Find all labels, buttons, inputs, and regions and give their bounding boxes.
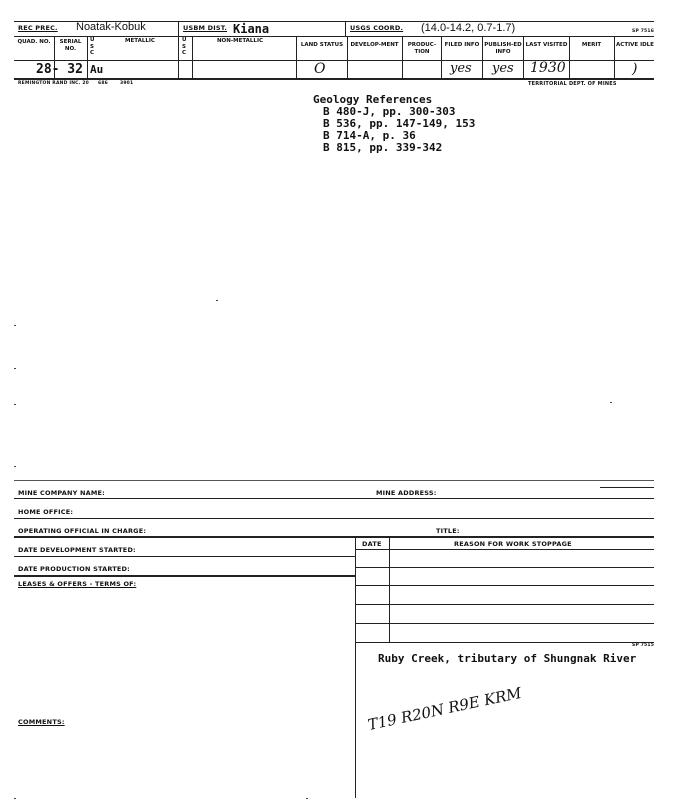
usbm-dist-value: Kiana bbox=[233, 22, 270, 36]
col-filed-info: FILED INFO bbox=[444, 42, 480, 48]
quad-serial-value: 28- 32 bbox=[36, 62, 83, 77]
form-number-bottom: SP 7515 bbox=[632, 643, 655, 648]
usbm-dist-label: USBM DIST. bbox=[183, 24, 228, 32]
published-info-value: yes bbox=[492, 61, 514, 76]
col-merit: MERIT bbox=[581, 42, 602, 48]
reference-item: B 536, pp. 147-149, 153 bbox=[323, 117, 476, 130]
mine-company-name-label: MINE COMPANY NAME: bbox=[18, 489, 105, 497]
date-production-started-label: DATE PRODUCTION STARTED: bbox=[18, 565, 130, 573]
metallic-value: Au bbox=[90, 63, 104, 76]
rec-prec-value: Noatak-Kobuk bbox=[76, 21, 146, 33]
usgs-coord-value: (14.0-14.2, 0.7-1.7) bbox=[421, 22, 516, 34]
filed-info-value: yes bbox=[450, 61, 472, 76]
col-nonmetallic: NON-METALLIC bbox=[216, 38, 264, 44]
rec-prec-label: REC PREC. bbox=[18, 24, 58, 32]
date-development-started-label: DATE DEVELOPMENT STARTED: bbox=[18, 546, 136, 554]
col-published-info: PUBLISH-ED INFO bbox=[484, 42, 522, 55]
form-number-top: SP 7516 bbox=[632, 29, 655, 34]
handwritten-location: T19 R20N R9E KRM bbox=[366, 683, 524, 734]
reference-item: B 480-J, pp. 300-303 bbox=[323, 105, 456, 118]
leases-offers-label: LEASES & OFFERS - TERMS OF: bbox=[18, 580, 137, 588]
reference-item: B 815, pp. 339-342 bbox=[323, 141, 443, 154]
active-idle-value: ) bbox=[632, 61, 638, 77]
col-metallic: METALLIC bbox=[125, 38, 155, 44]
comments-label: COMMENTS: bbox=[18, 718, 65, 726]
printer-code1: 686 bbox=[98, 81, 108, 86]
usgs-coord-label: USGS COORD. bbox=[350, 24, 404, 32]
last-visited-value: 1930 bbox=[530, 60, 566, 76]
reason-col-header: REASON FOR WORK STOPPAGE bbox=[454, 540, 572, 548]
date-col-header: DATE bbox=[362, 540, 382, 548]
col-development: DEVELOP-MENT bbox=[350, 42, 399, 48]
location-remark: Ruby Creek, tributary of Shungnak River bbox=[378, 652, 637, 665]
printer-right: TERRITORIAL DEPT. OF MINES bbox=[528, 81, 617, 87]
printer-code2: 3901 bbox=[120, 81, 134, 86]
col-production: PRODUC-TION bbox=[407, 42, 437, 55]
col-usc-metallic: U S C bbox=[90, 37, 95, 56]
operating-official-label: OPERATING OFFICIAL IN CHARGE: bbox=[18, 527, 147, 535]
references-heading: Geology References bbox=[313, 93, 433, 106]
col-quad: QUAD. NO. bbox=[17, 39, 51, 45]
reference-item: B 714-A, p. 36 bbox=[323, 129, 416, 142]
col-land-status: LAND STATUS bbox=[300, 42, 344, 48]
col-last-visited: LAST VISITED bbox=[525, 42, 568, 48]
col-active-idle: ACTIVE IDLE bbox=[616, 42, 654, 48]
col-usc-nonmetallic: U S C bbox=[182, 37, 187, 56]
home-office-label: HOME OFFICE: bbox=[18, 508, 74, 516]
printer-left: REMINGTON RAND INC. 20 bbox=[18, 81, 89, 86]
col-serial: SERIAL NO. bbox=[59, 39, 82, 52]
mine-address-label: MINE ADDRESS: bbox=[376, 489, 437, 497]
title-label: TITLE: bbox=[436, 527, 460, 535]
land-status-value: O bbox=[314, 61, 326, 77]
